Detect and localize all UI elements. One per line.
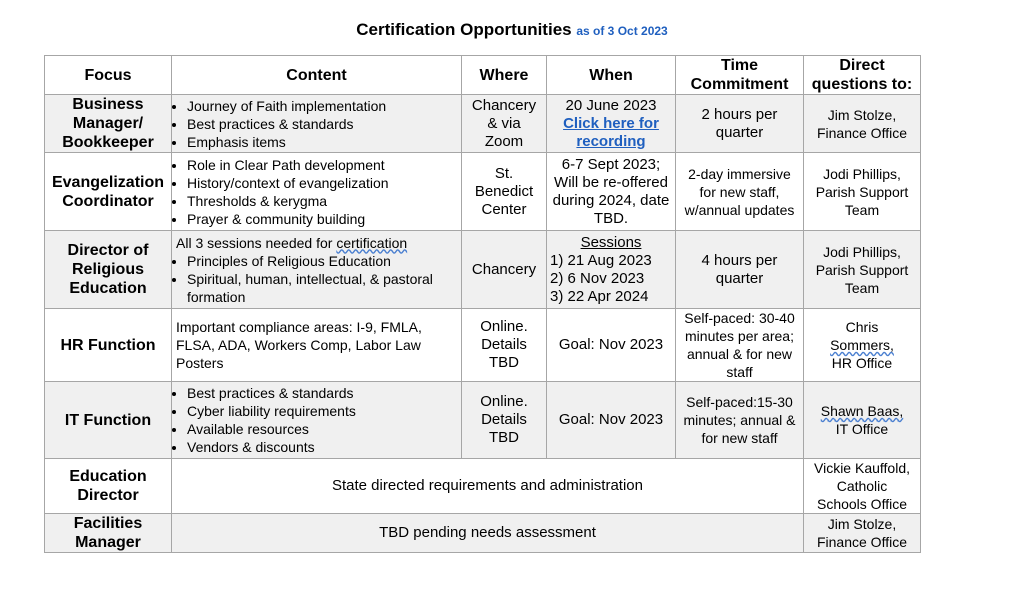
table-row <box>45 514 921 553</box>
session-item: 2) 6 Nov 2023 <box>550 269 645 287</box>
content-cell <box>172 382 462 459</box>
content-list <box>176 384 458 456</box>
focus-line: Bookkeeper <box>62 134 154 151</box>
where-line: Center <box>481 200 527 218</box>
time-cell: 2 hours per quarter <box>676 95 804 153</box>
focus-line: Business <box>72 96 144 113</box>
title-text: Certification Opportunities <box>356 20 572 39</box>
contact-line: Parish Support <box>815 261 909 278</box>
contact-line: Finance Office <box>816 124 907 141</box>
focus-line: Evangelization <box>51 173 165 191</box>
list-item: • Thresholds & kerygma <box>187 192 458 210</box>
content-list <box>176 97 458 151</box>
table-row <box>45 95 921 153</box>
contact-cell <box>804 95 921 153</box>
contact-line: Schools Office <box>816 496 907 512</box>
header-when: When <box>547 56 676 95</box>
time-cell: 2-day immersive for new staff, w/annual updates <box>676 153 804 231</box>
when-cell: Goal: Nov 2023 <box>547 309 676 382</box>
focus-cell <box>45 459 172 514</box>
list-item: • Prayer & community building <box>187 210 458 228</box>
content-cell <box>172 231 462 309</box>
contact-line: Finance Office <box>816 534 907 550</box>
session-item: 1) 21 Aug 2023 <box>550 251 652 269</box>
list-item: • Emphasis items <box>187 133 458 151</box>
contact-cell <box>804 153 921 231</box>
table-row <box>45 309 921 382</box>
header-time-line1: Time <box>720 57 759 74</box>
header-direct-questions <box>804 56 921 95</box>
focus-line: Facilities <box>73 515 143 532</box>
table-row <box>45 231 921 309</box>
contact-line: Parish Support <box>815 183 909 200</box>
list-item: • History/context of evangelization <box>187 174 458 192</box>
focus-line: Director of <box>67 242 149 259</box>
document-title <box>0 20 1024 40</box>
contact-line: HR Office <box>831 355 893 371</box>
list-item: • Principles of Religious Education <box>187 252 458 270</box>
where-line: & via <box>487 114 521 132</box>
where-cell <box>462 309 547 382</box>
time-cell: Self-paced: 30-40 minutes per area; annual & for new staff <box>676 309 804 382</box>
focus-line: Coordinator <box>62 192 154 210</box>
focus-cell <box>45 153 172 231</box>
focus-cell <box>45 231 172 309</box>
content-cell: Important compliance areas: I-9, FMLA, FLSA, ADA, Workers Comp, Labor Law Posters <box>172 309 462 382</box>
list-item: • Role in Clear Path development <box>187 156 458 174</box>
list-item: • Available resources <box>187 420 458 438</box>
list-item: • Cyber liability requirements <box>187 402 458 420</box>
table-row <box>45 153 921 231</box>
content-intro-text: All 3 sessions needed for <box>176 234 337 251</box>
where-cell: Chancery <box>462 231 547 309</box>
merged-description: TBD pending needs assessment <box>172 514 804 553</box>
contact-line: Chris <box>845 319 879 335</box>
contact-line: Jodi Phillips, <box>823 165 901 182</box>
header-time-line2: Commitment <box>690 76 789 93</box>
focus-line: Manager <box>75 534 141 551</box>
where-line: TBD <box>489 354 519 371</box>
as-of-date: as of 3 Oct 2023 <box>576 24 668 38</box>
contact-line: Jim Stolze, <box>827 516 897 532</box>
when-cell <box>547 231 676 309</box>
focus-line: Education <box>69 280 147 297</box>
contact-cell <box>804 309 921 382</box>
where-line: St. <box>494 164 514 182</box>
table-row <box>45 382 921 459</box>
list-item: • Spiritual, human, intellectual, & pastoral formation <box>187 270 458 306</box>
session-item: 3) 22 Apr 2024 <box>550 287 649 305</box>
recording-link[interactable]: Click here for recording <box>563 114 659 150</box>
focus-cell <box>45 514 172 553</box>
where-line: Online. <box>480 393 528 410</box>
contact-line: Sommers, <box>830 337 894 353</box>
when-cell: 6-7 Sept 2023; Will be re-offered during 2024, date TBD. <box>547 153 676 231</box>
focus-line: Religious <box>71 261 144 278</box>
contact-cell <box>804 514 921 553</box>
when-date: 20 June 2023 <box>565 96 657 114</box>
list-item: • Best practices & standards <box>187 384 458 402</box>
focus-line: Manager/ <box>72 115 144 132</box>
contact-line: IT Office <box>835 421 889 437</box>
focus-line: Education <box>69 468 147 485</box>
contact-line: Jodi Phillips, <box>823 243 901 260</box>
content-cell <box>172 153 462 231</box>
where-line: TBD <box>489 429 519 446</box>
list-item: • Best practices & standards <box>187 115 458 133</box>
time-cell: Self-paced:15-30 minutes; annual & for new staff <box>676 382 804 459</box>
when-cell <box>547 95 676 153</box>
header-direct-line1: Direct <box>839 57 885 74</box>
contact-line: Vickie Kauffold, <box>814 460 910 476</box>
contact-line: Team <box>844 201 880 218</box>
where-line: Chancery <box>471 96 537 114</box>
contact-line: Catholic <box>836 478 888 494</box>
header-where: Where <box>462 56 547 95</box>
contact-cell <box>804 231 921 309</box>
content-list <box>176 252 458 306</box>
header-row <box>45 56 921 95</box>
where-cell <box>462 153 547 231</box>
focus-cell <box>45 95 172 153</box>
certification-table <box>44 55 921 553</box>
merged-description: State directed requirements and administration <box>172 459 804 514</box>
where-line: Details <box>481 336 527 353</box>
header-direct-line2: questions to: <box>811 76 913 93</box>
contact-cell <box>804 382 921 459</box>
header-content: Content <box>172 56 462 95</box>
table-row <box>45 459 921 514</box>
focus-cell: HR Function <box>45 309 172 382</box>
sessions-header: Sessions <box>580 233 642 251</box>
focus-cell: IT Function <box>45 382 172 459</box>
when-cell: Goal: Nov 2023 <box>547 382 676 459</box>
where-line: Benedict <box>474 182 534 200</box>
content-cell <box>172 95 462 153</box>
list-item: • Journey of Faith implementation <box>187 97 458 115</box>
where-line: Zoom <box>484 132 524 150</box>
header-time-commitment <box>676 56 804 95</box>
where-line: Details <box>481 411 527 428</box>
content-list <box>176 156 458 228</box>
time-cell: 4 hours per quarter <box>676 231 804 309</box>
header-focus: Focus <box>45 56 172 95</box>
list-item: • Vendors & discounts <box>187 438 458 456</box>
where-cell <box>462 95 547 153</box>
contact-line: Shawn Baas, <box>820 403 904 419</box>
focus-line: Director <box>77 487 139 504</box>
where-line: Online. <box>480 318 528 335</box>
content-intro <box>176 234 458 252</box>
where-cell <box>462 382 547 459</box>
contact-cell <box>804 459 921 514</box>
contact-line: Team <box>844 279 880 296</box>
contact-line: Jim Stolze, <box>827 106 897 123</box>
content-intro-keyword: certification <box>336 234 408 251</box>
